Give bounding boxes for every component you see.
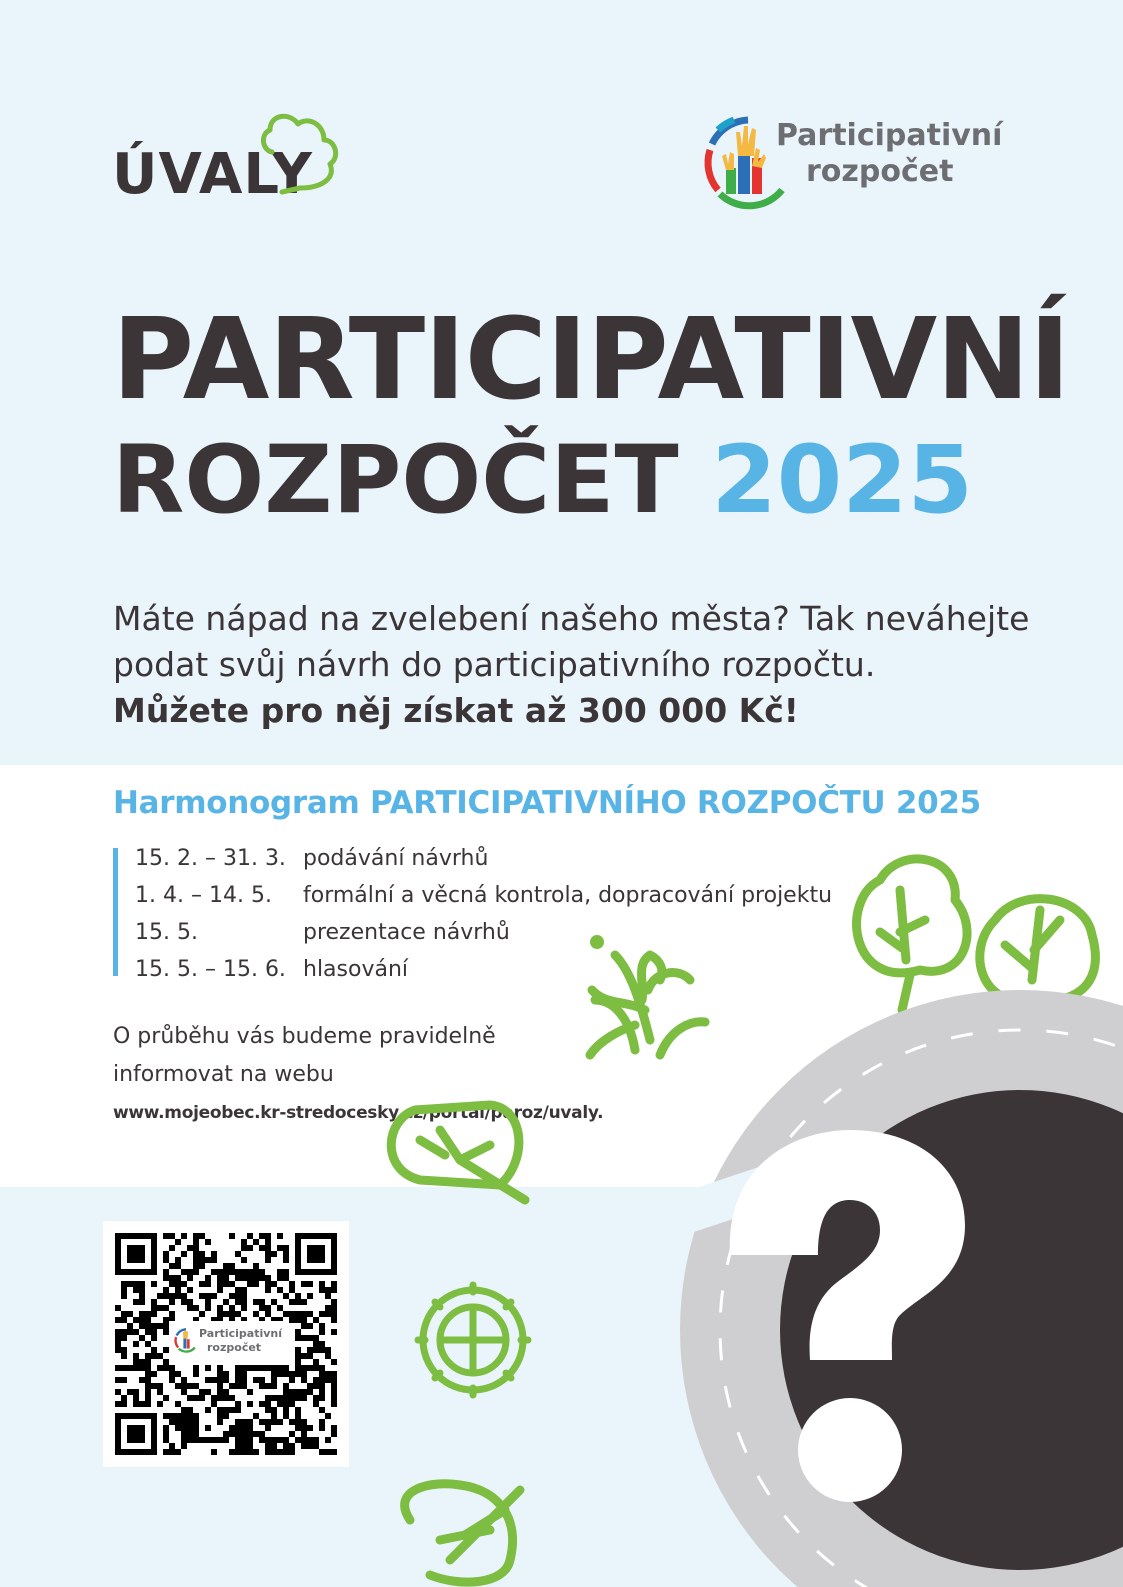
schedule-date: 1. 4. – 14. 5.: [135, 883, 272, 908]
city-illustration: [380, 840, 1123, 1587]
headline-line2: [112, 426, 1032, 536]
cloud-tree-icon: [260, 110, 340, 195]
headline: [112, 295, 1070, 536]
schedule-date: 15. 5. – 15. 6.: [135, 957, 286, 982]
schedule-text: formální a věcná kontrola, dopracování projektu: [303, 883, 833, 908]
qr-logo-line2: rozpočet: [207, 1341, 262, 1354]
tree-icon: [391, 1105, 525, 1200]
qr-finder-square: [307, 1245, 325, 1263]
schedule-date: 15. 5.: [135, 920, 198, 945]
plant-icon: [590, 935, 705, 1055]
participativni-rozpocet-logo: [698, 110, 1018, 220]
tree-icon: [857, 859, 967, 1010]
uvaly-logo-text: ÚVALY: [112, 142, 313, 207]
web-link[interactable]: www.mojeobec.kr-stredocesky.cz/portal/paroz/uvaly.: [113, 1103, 604, 1123]
schedule-text: podávání návrhů: [303, 846, 489, 871]
logo-text-line1: Participativní: [776, 118, 1003, 153]
headline-rozpocet: ROZPOČET: [112, 426, 679, 535]
schedule-date: 15. 2. – 31. 3.: [135, 846, 286, 871]
qr-logo-line1: Participativní: [199, 1327, 283, 1340]
schedule-text: prezentace návrhů: [303, 920, 510, 945]
headline-year: 2025: [711, 426, 973, 535]
note-line2: informovat na webu: [113, 1062, 334, 1087]
qr-code[interactable]: [103, 1221, 349, 1467]
schedule-text: hlasování: [303, 957, 409, 982]
tree-icon: [405, 1484, 520, 1582]
qr-center-logo: [169, 1321, 283, 1363]
uvaly-logo: [110, 110, 340, 210]
note-line1: O průběhu vás budeme pravidelně: [113, 1024, 496, 1049]
raised-hands-icon: [173, 1325, 199, 1357]
wheel-icon: [418, 1285, 528, 1395]
headline-line1: PARTICIPATIVNÍ: [112, 295, 1070, 425]
schedule-title: Harmonogram PARTICIPATIVNÍHO ROZPOČTU 2025: [113, 785, 981, 821]
logo-text-line2: rozpočet: [806, 154, 954, 189]
intro-line3: Můžete pro něj získat až 300 000 Kč!: [113, 691, 799, 730]
intro-line2: podat svůj návrh do participativního rozpočtu.: [113, 645, 876, 684]
qr-finder-square: [127, 1245, 145, 1263]
intro-line1: Máte nápad na zvelebení našeho města? Tak neváhejte: [113, 599, 1030, 638]
intro-text: [113, 596, 1033, 734]
qr-finder-square: [127, 1425, 145, 1443]
